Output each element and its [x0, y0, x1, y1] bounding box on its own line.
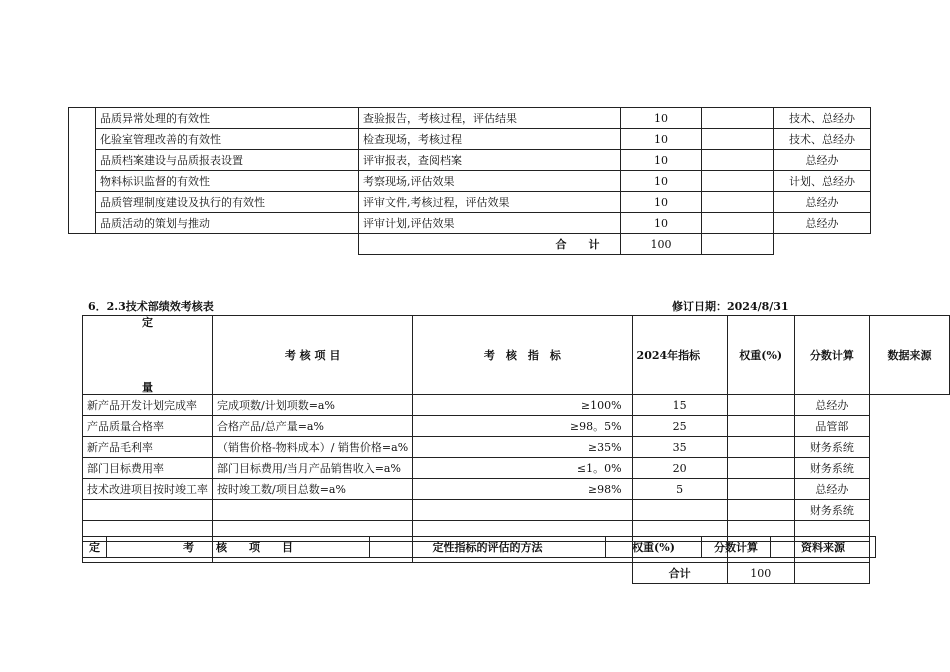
header-score: 分数计算 — [794, 316, 869, 395]
weight-cell: 10 — [621, 171, 702, 192]
blank-cell — [96, 234, 359, 255]
item-cell: 产品质量合格率 — [83, 416, 213, 437]
total-label: 合 计 — [359, 234, 621, 255]
indicator-cell: 按时竣工数/项目总数=a% — [213, 479, 413, 500]
method-cell: 查验报告，考核过程，评估结果 — [359, 108, 621, 129]
qual-header-item: 考 核 项 目 — [107, 537, 370, 558]
blank-cell — [413, 563, 632, 584]
source-cell: 总经办 — [794, 479, 869, 500]
weight-cell: 35 — [632, 437, 727, 458]
weight-cell: 15 — [632, 395, 727, 416]
score-cell — [727, 500, 794, 521]
weight-cell: 10 — [621, 150, 702, 171]
quality-indicators-table — [68, 107, 871, 255]
weight-cell: 10 — [621, 192, 702, 213]
score-cell — [727, 458, 794, 479]
total-row — [69, 234, 871, 255]
source-cell: 总经办 — [774, 213, 871, 234]
weight-cell: 25 — [632, 416, 727, 437]
indicator-cell — [213, 500, 413, 521]
header-target: 2024年指标 — [632, 316, 727, 395]
table-row — [83, 395, 950, 416]
qualitative-header-row — [83, 537, 876, 558]
source-cell: 财务系统 — [794, 437, 869, 458]
method-cell: 评审计划,评估效果 — [359, 213, 621, 234]
score-cell — [702, 150, 774, 171]
quant-label-top: 定 — [142, 316, 153, 329]
header-indicator: 考 核 指 标 — [413, 316, 632, 395]
weight-cell: 20 — [632, 458, 727, 479]
item-cell: 品质活动的策划与推动 — [96, 213, 359, 234]
qual-header-weight: 权重(%) — [606, 537, 702, 558]
indicator-cell: 合格产品/总产量=a% — [213, 416, 413, 437]
method-cell: 检查现场，考核过程 — [359, 129, 621, 150]
source-cell: 计划、总经办 — [774, 171, 871, 192]
side-label-cell — [69, 108, 96, 234]
indicator-cell: 完成项数/计划项数=a% — [213, 395, 413, 416]
qual-header-method: 定性指标的评估的方法 — [370, 537, 606, 558]
revision-date: 修订日期：2024/8/31 — [672, 300, 789, 313]
source-cell: 总经办 — [774, 192, 871, 213]
total-score — [794, 563, 869, 584]
method-cell: 评审报表，查阅档案 — [359, 150, 621, 171]
target-cell: ≥98% — [413, 479, 632, 500]
table-row — [69, 171, 871, 192]
qual-header-source: 资料来源 — [771, 537, 876, 558]
table-row — [83, 479, 950, 500]
target-cell: ≥100% — [413, 395, 632, 416]
blank-cell — [213, 563, 413, 584]
item-cell: 物料标识监督的有效性 — [96, 171, 359, 192]
blank-cell — [869, 563, 949, 584]
source-cell: 技术、总经办 — [774, 129, 871, 150]
qual-label: 定 — [83, 537, 107, 558]
blank-cell — [83, 563, 213, 584]
score-cell — [702, 108, 774, 129]
weight-cell — [632, 500, 727, 521]
score-cell — [727, 479, 794, 500]
quant-label-bottom: 量 — [142, 381, 153, 394]
source-cell: 总经办 — [774, 150, 871, 171]
total-label: 合计 — [632, 563, 727, 584]
score-cell — [702, 171, 774, 192]
table-row — [69, 129, 871, 150]
header-weight: 权重(%) — [727, 316, 794, 395]
table-row — [69, 150, 871, 171]
score-cell — [727, 416, 794, 437]
header-item: 考 核 项 目 — [213, 316, 413, 395]
total-score — [702, 234, 774, 255]
item-cell: 新产品开发计划完成率 — [83, 395, 213, 416]
target-cell: ≥35% — [413, 437, 632, 458]
indicator-cell: 部门目标费用/当月产品销售收入=a% — [213, 458, 413, 479]
blank-cell — [774, 234, 871, 255]
table-row — [83, 500, 950, 521]
weight-cell: 10 — [621, 108, 702, 129]
weight-cell: 10 — [621, 129, 702, 150]
qualitative-table — [82, 536, 876, 558]
quant-label-cell — [83, 316, 213, 395]
total-value: 100 — [727, 563, 794, 584]
header-row — [83, 316, 950, 395]
item-cell — [83, 500, 213, 521]
header-source: 数据来源 — [869, 316, 949, 395]
item-cell: 新产品毛利率 — [83, 437, 213, 458]
method-cell: 考察现场,评估效果 — [359, 171, 621, 192]
item-cell: 品质管理制度建设及执行的有效性 — [96, 192, 359, 213]
score-cell — [727, 395, 794, 416]
source-cell: 财务系统 — [794, 500, 869, 521]
item-cell: 化验室管理改善的有效性 — [96, 129, 359, 150]
table-row — [83, 416, 950, 437]
table-row — [69, 108, 871, 129]
item-cell: 品质异常处理的有效性 — [96, 108, 359, 129]
table-row — [83, 458, 950, 479]
item-cell: 品质档案建设与品质报表设置 — [96, 150, 359, 171]
source-cell: 品管部 — [794, 416, 869, 437]
total-row — [83, 563, 950, 584]
item-cell: 技术改进项目按时竣工率 — [83, 479, 213, 500]
target-cell — [413, 500, 632, 521]
weight-cell: 10 — [621, 213, 702, 234]
method-cell: 评审文件,考核过程，评估效果 — [359, 192, 621, 213]
source-cell: 总经办 — [794, 395, 869, 416]
table-row — [83, 437, 950, 458]
indicator-cell: （销售价格-物料成本）/ 销售价格=a% — [213, 437, 413, 458]
score-cell — [702, 192, 774, 213]
source-cell: 财务系统 — [794, 458, 869, 479]
score-cell — [702, 213, 774, 234]
item-cell: 部门目标费用率 — [83, 458, 213, 479]
section-title: 6．2.3技术部绩效考核表 — [88, 300, 214, 313]
total-value: 100 — [621, 234, 702, 255]
score-cell — [702, 129, 774, 150]
blank-cell — [69, 234, 96, 255]
score-cell — [727, 437, 794, 458]
weight-cell: 5 — [632, 479, 727, 500]
table-row — [69, 192, 871, 213]
target-cell: ≤1。0% — [413, 458, 632, 479]
table-row — [69, 213, 871, 234]
target-cell: ≥98。5% — [413, 416, 632, 437]
qual-header-score: 分数计算 — [702, 537, 771, 558]
source-cell: 技术、总经办 — [774, 108, 871, 129]
